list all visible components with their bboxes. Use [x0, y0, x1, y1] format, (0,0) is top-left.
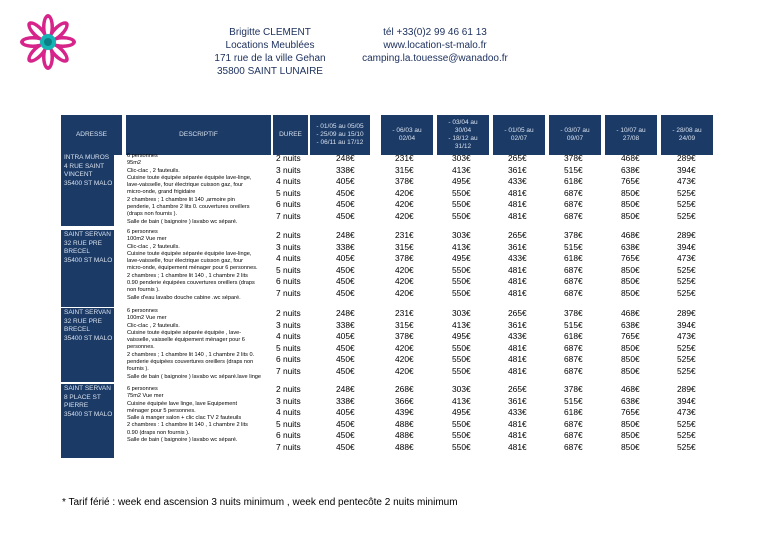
row-1-price-col-5: 378€ 515€ 618€ 687€ 687€ 687€ [564, 153, 583, 221]
row-3-price-col-2: 231€ 315€ 378€ 420€ 420€ 420€ [395, 308, 414, 376]
row-2-price-col-4: 265€ 361€ 433€ 481€ 481€ 481€ [508, 230, 527, 298]
column-header-descriptif: DESCRIPTIF [126, 115, 271, 155]
holiday-tariff-footnote: * Tarif férié : week end ascension 3 nuits minimum , week end pentecôte 2 nuits minimum [62, 497, 458, 508]
owner-city: 35800 SAINT LUNAIRE [217, 66, 323, 77]
row-3-address: SAINT SERVAN 32 RUE PRE BRECEL 35400 ST MALO [61, 308, 114, 382]
row-2-price-col-5: 378€ 515€ 618€ 687€ 687€ 687€ [564, 230, 583, 298]
row-2-price-col-1: 248€ 338€ 405€ 450€ 450€ 450€ [336, 230, 355, 298]
owner-contact-block [205, 26, 335, 78]
row-4-price-col-7: 289€ 394€ 473€ 525€ 525€ 525€ [677, 384, 696, 452]
owner-street: 171 rue de la ville Gehan [214, 53, 326, 64]
row-2-price-col-6: 468€ 638€ 765€ 850€ 850€ 850€ [621, 230, 640, 298]
row-4-address: SAINT SERVAN 8 PLACE ST PIERRE 35400 ST MALO [61, 384, 114, 458]
column-header-period-2: - 06/03 au 02/04 [381, 115, 433, 155]
row-3-price-col-7: 289€ 394€ 473€ 525€ 525€ 525€ [677, 308, 696, 376]
row-4-price-col-5: 378€ 515€ 618€ 687€ 687€ 687€ [564, 384, 583, 452]
flower-logo-icon [12, 14, 84, 70]
email-link[interactable]: camping.la.touesse@wanadoo.fr [362, 53, 508, 64]
row-2-price-col-7: 289€ 394€ 473€ 525€ 525€ 525€ [677, 230, 696, 298]
contact-info-block [350, 26, 520, 65]
row-1-durations: 2 nuits 3 nuits 4 nuits 5 nuits 6 nuits 7 nuits [276, 153, 301, 221]
row-3-description: 6 personnes 100m2 Vue mer Clic-clac , 2 fauteuils. Cuisine toute équipée séparée équipée , lave- vaisselle, vaisselle équipement ménager pour 6 personnes. 2 chambres ; 1 chambre lit 140 , 1 chambre 2 lits 0. penderie équipées couvertures oreillers (draps non fournis ). Salle de bain ( baignoire ) lavabo wc séparé.lave linge [127, 308, 262, 380]
column-header-period-5: - 03/07 au 09/07 [549, 115, 601, 155]
row-2-price-col-2: 231€ 315€ 378€ 420€ 420€ 420€ [395, 230, 414, 298]
row-3-price-col-4: 265€ 361€ 433€ 481€ 481€ 481€ [508, 308, 527, 376]
row-1-price-col-7: 289€ 394€ 473€ 525€ 525€ 525€ [677, 153, 696, 221]
row-4-price-col-1: 248€ 338€ 405€ 450€ 450€ 450€ [336, 384, 355, 452]
owner-subtitle: Locations Meublées [225, 40, 315, 51]
row-1-price-col-6: 468€ 638€ 765€ 850€ 850€ 850€ [621, 153, 640, 221]
row-2-description: 6 personnes 100m2 Vue mer Clic-clac , 2 fauteuils. Cuisine toute équipée séparée équipée lave-linge, lave-vaisselle, four électrique cuisson gaz, four micro-onde, équipement ménager pour 6 personnes. 2 chambres ; 1 chambre lit 140 , 1 chambre 2 lits 0.90 penderie équipées couvertures oreillers (draps non fournis ). Salle d'eau lavabo douche cabine .wc séparé. [127, 229, 258, 301]
column-header-period-7: - 28/08 au 24/09 [661, 115, 713, 155]
owner-name: Brigitte CLEMENT [229, 27, 311, 38]
row-3-durations: 2 nuits 3 nuits 4 nuits 5 nuits 6 nuits 7 nuits [276, 308, 301, 376]
row-1-price-col-2: 231€ 315€ 378€ 420€ 420€ 420€ [395, 153, 414, 221]
row-3-price-col-1: 248€ 338€ 405€ 450€ 450€ 450€ [336, 308, 355, 376]
column-header-period-1: - 01/05 au 05/05 - 25/09 au 15/10 - 06/11 au 17/12 [310, 115, 370, 155]
row-4-price-col-4: 265€ 361€ 433€ 481€ 481€ 481€ [508, 384, 527, 452]
row-1-description: 6 personnes 95m2 Clic-clac , 2 fauteuils. Cuisine toute équipée séparée équipée lave-linge, lave-vaisselle, four électrique cuisson gaz, four micro-onde, grand frigidaire 2 chambres ; 1 chambre lit 140 ,armoire pin penderie, 1 chambre 2 lits 0. couvertures oreillers (draps non fournis ). Salle de bain ( baignoire ) lavabo wc séparé. [127, 153, 252, 225]
row-4-price-col-2: 268€ 366€ 439€ 488€ 488€ 488€ [395, 384, 414, 452]
phone-number: tél +33(0)2 99 46 61 13 [383, 27, 487, 38]
column-header-adresse: ADRESSE [61, 115, 122, 155]
row-4-price-col-3: 303€ 413€ 495€ 550€ 550€ 550€ [452, 384, 471, 452]
row-1-address: INTRA MUROS 4 RUE SAINT VINCENT 35400 ST MALO [61, 153, 114, 226]
row-2-address: SAINT SERVAN 32 RUE PRE BRECEL 35400 ST MALO [61, 230, 114, 307]
column-header-period-4: - 01/05 au 02/07 [493, 115, 545, 155]
row-4-price-col-6: 468€ 638€ 765€ 850€ 850€ 850€ [621, 384, 640, 452]
row-2-durations: 2 nuits 3 nuits 4 nuits 5 nuits 6 nuits 7 nuits [276, 230, 301, 298]
row-1-price-col-3: 303€ 413€ 495€ 550€ 550€ 550€ [452, 153, 471, 221]
row-2-price-col-3: 303€ 413€ 495€ 550€ 550€ 550€ [452, 230, 471, 298]
row-3-price-col-6: 468€ 638€ 765€ 850€ 850€ 850€ [621, 308, 640, 376]
row-1-price-col-1: 248€ 338€ 405€ 450€ 450€ 450€ [336, 153, 355, 221]
column-header-period-3: - 03/04 au 30/04 - 18/12 au 31/12 [437, 115, 489, 155]
row-4-description: 6 personnes 75m2 Vue mer Cuisine équipée lave linge, lave Equipement ménager pour 5 personnes. Salle à manger salon + clic clac TV 2 fauteuils 2 chambres : 1 chambre lit 140 , 1 chambre 2 lits 0.90 (draps non fournis ). Salle de bain ( baignoire ) lavabo wc séparé. [127, 386, 248, 444]
row-3-price-col-3: 303€ 413€ 495€ 550€ 550€ 550€ [452, 308, 471, 376]
row-1-price-col-4: 265€ 361€ 433€ 481€ 481€ 481€ [508, 153, 527, 221]
row-4-durations: 2 nuits 3 nuits 4 nuits 5 nuits 6 nuits 7 nuits [276, 384, 301, 452]
column-header-duree: DUREE [273, 115, 308, 155]
website-link[interactable]: www.location-st-malo.fr [383, 40, 487, 51]
row-3-price-col-5: 378€ 515€ 618€ 687€ 687€ 687€ [564, 308, 583, 376]
column-header-period-6: - 10/07 au 27/08 [605, 115, 657, 155]
